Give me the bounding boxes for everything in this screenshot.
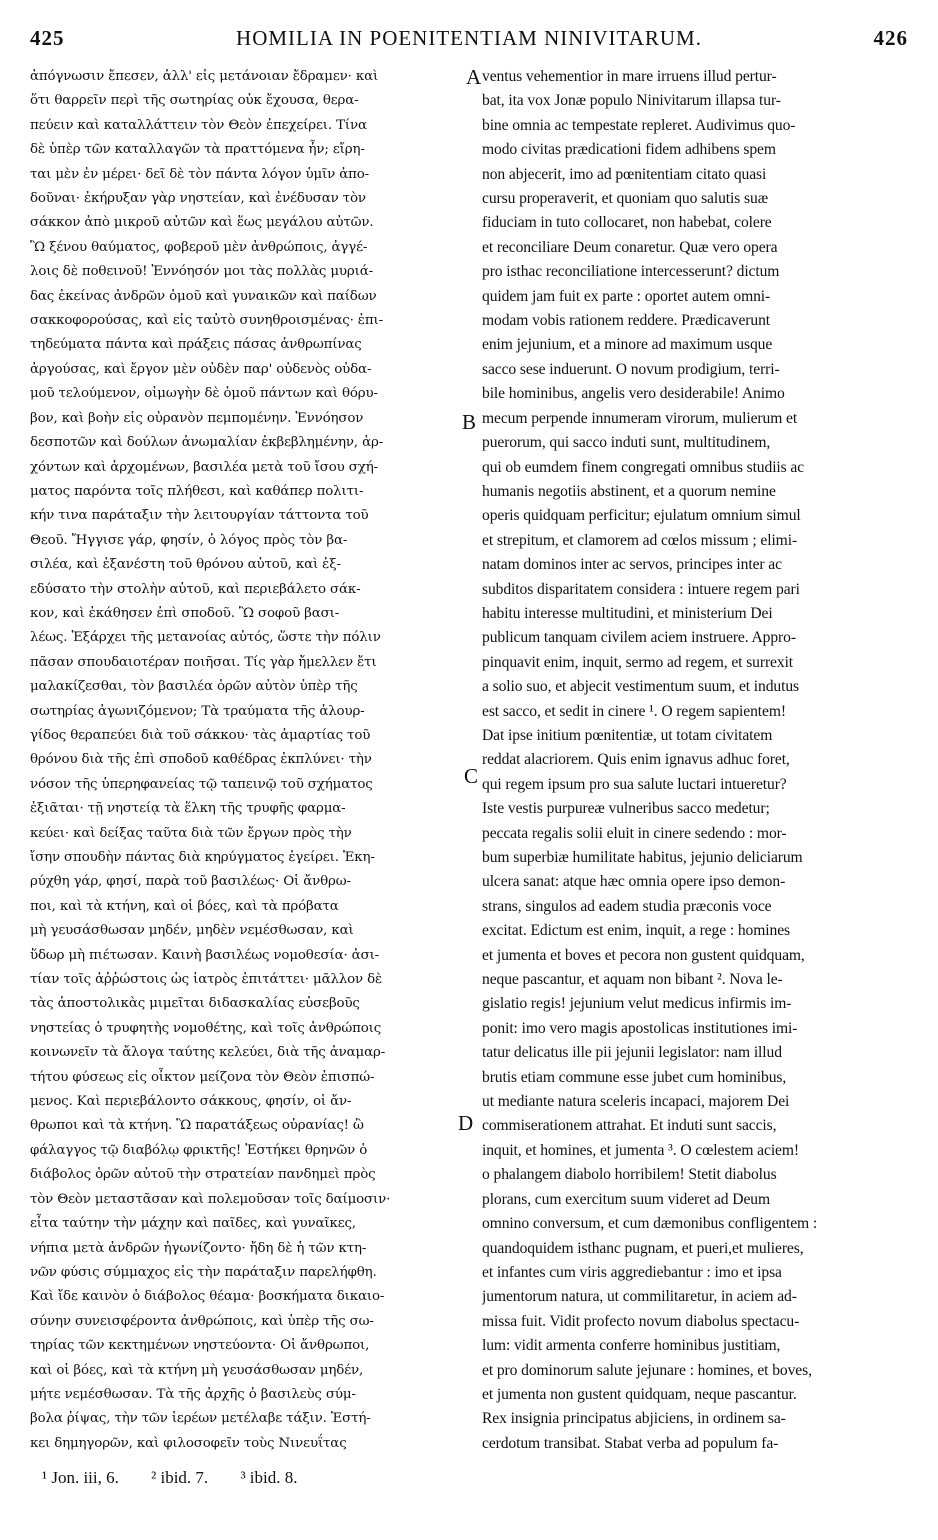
latin-text-line: habitu interesse multitudini, et ministerium Dei bbox=[482, 604, 773, 622]
latin-text-line: jumentorum natura, ut commilitaretur, in aciem ad- bbox=[482, 1288, 797, 1306]
latin-column bbox=[482, 65, 910, 1456]
margin-letter-a: A bbox=[466, 65, 482, 89]
margin-letter-b: B bbox=[462, 410, 477, 434]
greek-text-line: ἐξιᾶται· τῇ νηστείᾳ τὰ ἕλκη τῆς τρυφῆς φαρμα- bbox=[30, 801, 346, 817]
greek-text-line: βολα ῥίψας, τὴν τῶν ἱερέων μετέλαβε τάξιν. Ἐστή- bbox=[30, 1411, 371, 1427]
latin-text-line: brutis etiam commune esse jubet cum hominibus, bbox=[482, 1068, 787, 1086]
greek-text-line: τίαν τοῖς ἀῤῥώστοις ὡς ἰατρὸς ἐπιτάττει· μᾶλλον δὲ bbox=[30, 972, 383, 988]
greek-text-line: σακκοφορούσας, καὶ εἰς ταὐτὸ συνηθροισμένας· ἐπι- bbox=[30, 313, 383, 329]
greek-text-line: κοινωνεῖν τὰ ἄλογα ταύτης κελεύει, διὰ τῆς ἀναμαρ- bbox=[30, 1045, 386, 1061]
latin-text-line: gislatio regis! jejunium velut medicus infirmis im- bbox=[482, 995, 792, 1013]
greek-text-line: τηδεύματα πάντα καὶ πράξεις πάσας ἀνθρωπίνας bbox=[30, 337, 362, 353]
running-header bbox=[30, 26, 908, 56]
latin-text-line: et infantes cum viris aggrediebantur : imo et ipsa bbox=[482, 1263, 782, 1281]
latin-text-line: Iste vestis purpureæ vulneribus sacco medetur; bbox=[482, 800, 770, 818]
greek-text-line: καὶ οἱ βόες, καὶ τὰ κτήνη μὴ γευσάσθωσαν μηδέν, bbox=[30, 1362, 364, 1378]
latin-text-line: cursu properaverit, et quoniam quo salutis suæ bbox=[482, 190, 768, 208]
latin-text-line: et jumenta non gustent quidquam, neque pascantur. bbox=[482, 1385, 797, 1403]
margin-letter-d: D bbox=[458, 1111, 474, 1135]
greek-text-line: δεσποτῶν καὶ δούλων ἀνωμαλίαν ἐκβεβλημένην, ἀρ- bbox=[30, 435, 384, 451]
latin-text-line: operis quidquam perficitur; ejulatum omnium simul bbox=[482, 507, 801, 525]
greek-text-line: ρύχθη γάρ, φησί, παρὰ τοῦ βασιλέως· Οἱ ἄνθρω- bbox=[30, 874, 351, 890]
latin-text-line: strans, singulos ad eadem studia præconis voce bbox=[482, 897, 772, 915]
latin-text-line: ventus vehementior in mare irruens illud pertur- bbox=[482, 68, 777, 85]
greek-text-line: μὴ γευσάσθωσαν μηδέν, μηδὲν νεμέσθωσαν, καὶ bbox=[30, 923, 354, 939]
greek-text-line: ἴσην σπουδὴν πάντας διὰ κηρύγματος ἐγείρει. Ἐκη- bbox=[30, 850, 375, 865]
greek-text-line: νηστείας ὁ τρυφητὴς νομοθέτης, καὶ τοῖς ἀνθρώποις bbox=[30, 1020, 382, 1036]
greek-text-line: μαλακίζεσθαι, τὸν βασιλέα ὁρῶν αὐτὸν ὑπὲρ τῆς bbox=[30, 679, 358, 695]
footnote-2: ² ibid. 7. bbox=[151, 1468, 209, 1487]
greek-text-line: ποι, καὶ τὰ κτήνη, καὶ οἱ βόες, καὶ τὰ πρόβατα bbox=[30, 898, 339, 914]
latin-text-line: pinquavit enim, inquit, sermo ad regem, et surrexit bbox=[482, 653, 794, 671]
greek-text-line: νόσον τῆς ὑπερηφανείας τῷ ταπεινῷ τοῦ σχήματος bbox=[30, 776, 373, 792]
latin-text-line: fiduciam in tuto collocaret, non habebat, colere bbox=[482, 214, 772, 232]
footnotes bbox=[42, 1468, 542, 1488]
latin-text-line: puerorum, qui sacco induti sunt, multitudinem, bbox=[482, 434, 771, 452]
greek-text-line: Ὢ ξένου θαύματος, φοβεροῦ μὲν ἀνθρώποις, ἀγγέ- bbox=[30, 239, 368, 255]
latin-text-line: Rex insignia principatus abjiciens, in ordinem sa- bbox=[482, 1410, 786, 1428]
greek-column bbox=[30, 65, 462, 1456]
latin-text-line: ut mediante natura sceleris incapaci, majorem Dei bbox=[482, 1093, 790, 1111]
footnote-3: ³ ibid. 8. bbox=[240, 1468, 298, 1487]
latin-text-line: bum superbiæ humilitate habitus, jejunio deliciarum bbox=[482, 849, 803, 866]
latin-text-line: o phalangem diabolo horribilem! Stetit diabolus bbox=[482, 1166, 777, 1184]
greek-text-line: πᾶσαν σπουδαιοτέραν ποιῆσαι. Τίς γὰρ ἤμελλεν ἔτι bbox=[30, 654, 377, 670]
greek-text-line: κει δημηγορῶν, καὶ φιλοσοφεῖν τοὺς Νινευΐτας bbox=[30, 1435, 347, 1451]
latin-text-line: et strepitum, et clamorem ad cœlos missum ; elimi- bbox=[482, 531, 798, 549]
latin-text-line: excitat. Edictum est enim, inquit, a rege : homines bbox=[482, 922, 790, 940]
greek-text-line: ὕδωρ μὴ πιέτωσαν. Καινὴ βασιλέως νομοθεσία· ἀσι- bbox=[30, 947, 380, 963]
greek-text-line: σωτηρίας ἀγωνιζόμενον; Τὰ τραύματα τῆς ἁλουρ- bbox=[30, 703, 365, 719]
greek-text-line: δοῦναι· ἐκήρυξαν γὰρ νηστείαν, καὶ ἐνέδυσαν τὸν bbox=[30, 191, 366, 207]
greek-text-line: μοῦ τελούμενον, οἰμωγὴν δὲ ὁμοῦ πάντων καὶ θόρυ- bbox=[30, 386, 378, 402]
margin-letter-c: C bbox=[464, 764, 479, 788]
latin-text-line: reddat alacriorem. Quis enim ignavus adhuc foret, bbox=[482, 751, 790, 769]
greek-text-line: δας ἐκείνας ἀνδρῶν ὁμοῦ καὶ γυναικῶν καὶ παίδων bbox=[30, 288, 377, 304]
greek-text-line: φάλαγγος τῷ διαβόλῳ φρικτῆς! Ἐστήκει θρηνῶν ὁ bbox=[30, 1142, 368, 1158]
latin-text-line: non abjecerit, imo ad pœnitentiam citato quasi bbox=[482, 165, 767, 183]
greek-text-line: μήτε νεμέσθωσαν. Τὰ τῆς ἀρχῆς ὁ βασιλεὺς σύμ- bbox=[30, 1386, 356, 1402]
latin-text-line: pro isthac reconciliatione intercesserunt? dictum bbox=[482, 263, 780, 281]
latin-text-line: et reconciliare Deum conaretur. Quæ vero opera bbox=[482, 238, 778, 256]
latin-text-line: bile hominibus, angelis vero desiderabile! Animo bbox=[482, 385, 785, 403]
greek-text-line: ὅτι θαρρεῖν περὶ τῆς σωτηρίας οὐκ ἔχουσα, θερα- bbox=[30, 93, 359, 109]
greek-text-line: θρόνου διὰ τῆς ἐπὶ σποδοῦ καθέδρας ἐκπλύνει· τὴν bbox=[30, 752, 372, 768]
greek-text-line: κεύει· καὶ δείξας ταῦτα διὰ τῶν ἔργων πρὸς τὴν bbox=[30, 825, 352, 841]
latin-text-line: quandoquidem isthanc pugnam, et pueri,et mulieres, bbox=[482, 1239, 804, 1257]
latin-text-line: publicum tanquam civilem aciem instruere. Appro- bbox=[482, 629, 796, 647]
greek-text-line: τηρίας τῶν κεκτημένων νηστεύοντα· Οἱ ἄνθρωποι, bbox=[30, 1338, 370, 1354]
latin-text-line: plorans, cum exercitum suum videret ad Deum bbox=[482, 1190, 770, 1208]
greek-text-line: νῶν φύσις σύμμαχος εἰς τὴν παράταξιν παρελήφθη. bbox=[30, 1264, 377, 1280]
latin-text-line: ponit: imo vero magis apostolicas institutiones imi- bbox=[482, 1019, 798, 1037]
greek-text-line: νήπια μετὰ ἀνδρῶν ἠγωνίζοντο· ἤδη δὲ ἡ τῶν κτη- bbox=[30, 1240, 367, 1256]
greek-text-line: γίδος θεραπεύει διὰ τοῦ σάκκου· τὰς ἁμαρτίας τοῦ bbox=[30, 727, 371, 743]
latin-text-line: omnino conversum, et cum dæmonibus confligentem : bbox=[482, 1215, 818, 1233]
latin-text-line: mecum perpende innumeram virorum, mulierum et bbox=[482, 409, 798, 427]
latin-text-line: et pro dominorum salute jejunare : homines, et boves, bbox=[482, 1361, 812, 1379]
greek-text-line: σύνην συνεισφέροντα ἀνθρώποις, καὶ ὑπὲρ τῆς σω- bbox=[30, 1313, 374, 1329]
greek-text-line: λοις δὲ ποθεινοῦ! Ἐννόησόν μοι τὰς πολλὰς μυριά- bbox=[30, 264, 373, 280]
latin-text-line: peccata regalis solii eluit in cinere sedendo : mor- bbox=[482, 824, 787, 842]
latin-text-line: bat, ita vox Jonæ populo Ninivitarum illapsa tur- bbox=[482, 92, 781, 110]
latin-text-line: natam dominos inter ac servos, principes inter ac bbox=[482, 556, 782, 574]
latin-text-line: est sacco, et sedit in cinere ¹. O regem sapientem! bbox=[482, 702, 786, 720]
greek-text-line: χόντων καὶ ἀρχομένων, βασιλέα μετὰ τοῦ ἴσου σχή- bbox=[30, 459, 378, 475]
latin-text-line: sacco sese induerunt. O novum prodigium, terri- bbox=[482, 360, 780, 378]
latin-text-line: cerdotum transibat. Stabat verba ad populum fa- bbox=[482, 1434, 779, 1452]
latin-text-line: modo civitas prædicationi fidem adhibens spem bbox=[482, 141, 776, 159]
latin-text-line: missa fuit. Vidit profecto novum diabolus spectacu- bbox=[482, 1312, 800, 1330]
latin-text-line: a solio suo, et abjecit vestimentum suum, et indutus bbox=[482, 678, 800, 696]
latin-text-line: et jumenta et boves et pecora non gustent quidquam, bbox=[482, 946, 805, 964]
latin-text-line: modam vobis rationem reddere. Prædicaverunt bbox=[482, 312, 770, 330]
greek-text-line: εδύσατο τὴν στολὴν αὐτοῦ, καὶ περιεβάλετο σάκ- bbox=[30, 581, 361, 597]
latin-text-line: humanis negotiis abstinent, et a quorum nemine bbox=[482, 482, 776, 500]
page-number-right: 426 bbox=[873, 26, 908, 50]
latin-text-line: ulcera sanat: atque hæc omnia opere ipso demon- bbox=[482, 873, 786, 891]
greek-text-line: τὰς ἀποστολικὰς μιμεῖται διδασκαλίας εὐσεβοῦς bbox=[30, 996, 360, 1012]
latin-text-line: lum: vidit armenta conferre hominibus justitiam, bbox=[482, 1337, 781, 1355]
latin-text-line: neque pascantur, et aquam non bibant ². Nova le- bbox=[482, 971, 783, 989]
greek-text-line: πεύειν καὶ καταλλάττειν τὸν Θεὸν ἐπεχείρει. Τίνα bbox=[30, 117, 367, 133]
greek-text-line: τήτου φύσεως εἰς οἶκτον μείζονα τὸν Θεὸν ἐπισπώ- bbox=[30, 1069, 375, 1085]
greek-text-line: Καὶ ἴδε καινὸν ὁ διάβολος θέαμα· βοσκήματα δικαιο- bbox=[30, 1289, 385, 1305]
greek-text-line: σάκκον ἀπὸ μικροῦ αὐτῶν καὶ ἕως μεγάλου αὐτῶν. bbox=[30, 215, 374, 231]
latin-text-line: tatur delicatus ille pii jejunii legislator: nam illud bbox=[482, 1044, 782, 1062]
latin-text-line: Dat ipse initium pœnitentiæ, ut totam civitatem bbox=[482, 726, 773, 744]
greek-text-line: εἶτα ταύτην τὴν μάχην καὶ παῖδες, καὶ γυναῖκες, bbox=[30, 1216, 356, 1232]
latin-text-line: qui ob eumdem finem congregati omnibus studiis ac bbox=[482, 458, 805, 476]
latin-text-line: commiserationem attrahat. Et induti sunt saccis, bbox=[482, 1117, 777, 1135]
latin-text-line: enim jejunium, et a minore ad maximum usque bbox=[482, 336, 773, 354]
running-title: HOMILIA IN POENITENTIAM NINIVITARUM. bbox=[236, 26, 702, 50]
greek-text-line: τὸν Θεὸν μεταστᾶσαν καὶ πολεμοῦσαν τοῖς δαίμοσιν· bbox=[30, 1191, 391, 1207]
greek-text-line: λέως. Ἐξάρχει τῆς μετανοίας αὐτός, ὥστε τὴν πόλιν bbox=[30, 630, 381, 646]
latin-text-line: bine omnia ac tempestate repleret. Audivimus quo- bbox=[482, 116, 796, 134]
latin-text-line: subditos disparitatem considera : intuere regem pari bbox=[482, 580, 800, 598]
greek-text-line: Θεοῦ. Ἤγγισε γάρ, φησίν, ὁ λόγος πρὸς τὸν βα- bbox=[30, 532, 348, 548]
latin-text-line: quidem jam fuit ex parte : oportet autem omni- bbox=[482, 287, 771, 305]
greek-text-line: ματος παρόντα τοῖς πλήθεσι, καὶ καθάπερ πολιτι- bbox=[30, 483, 364, 499]
greek-text-line: διάβολος ὁρῶν αὐτοῦ τὴν στρατείαν πανδημεὶ πρὸς bbox=[30, 1167, 376, 1183]
page-number-left: 425 bbox=[30, 26, 65, 50]
greek-text-line: σιλέα, καὶ ἐξανέστη τοῦ θρόνου αὐτοῦ, καὶ ἐξ- bbox=[30, 557, 341, 573]
greek-text-line: κήν τινα παράταξιν τὴν λειτουργίαν τάττοντα τοῦ bbox=[30, 508, 369, 524]
latin-text-line: inquit, et homines, et jumenta ³. O cœlestem aciem! bbox=[482, 1141, 799, 1159]
greek-text-line: βον, καὶ βοὴν εἰς οὐρανὸν πεμπομένην. Ἐννόησον bbox=[30, 410, 364, 426]
greek-text-line: κον, καὶ ἐκάθησεν ἐπὶ σποδοῦ. Ὢ σοφοῦ βασι- bbox=[30, 605, 340, 621]
latin-text-line: qui regem ipsum pro sua salute luctari intueretur? bbox=[482, 775, 787, 793]
greek-text-line: θρωποι καὶ τὰ κτήνη. Ὢ παρατάξεως οὐρανίας! ὢ bbox=[30, 1118, 364, 1134]
greek-text-line: δὲ ὑπὲρ τῶν καταλλαγῶν τὰ πραττόμενα ἦν; εἴρη- bbox=[30, 142, 365, 158]
greek-text-line: ται μὲν ἐν μέρει· δεῖ δὲ τὸν πάντα λόγον ὑμῖν ἀπο- bbox=[30, 166, 370, 182]
greek-text-line: ἀργούσας, καὶ ἔργον μὲν οὐδὲν παρ' οὐδενὸς οὐδα- bbox=[30, 361, 372, 377]
greek-text-line: ἀπόγνωσιν ἔπεσεν, ἀλλ' εἰς μετάνοιαν ἔδραμεν· καὶ bbox=[30, 69, 379, 84]
greek-text-line: μενος. Καὶ περιεβάλοντο σάκκους, φησίν, οἱ ἄν- bbox=[30, 1094, 352, 1110]
footnote-1: ¹ Jon. iii, 6. bbox=[42, 1468, 119, 1487]
